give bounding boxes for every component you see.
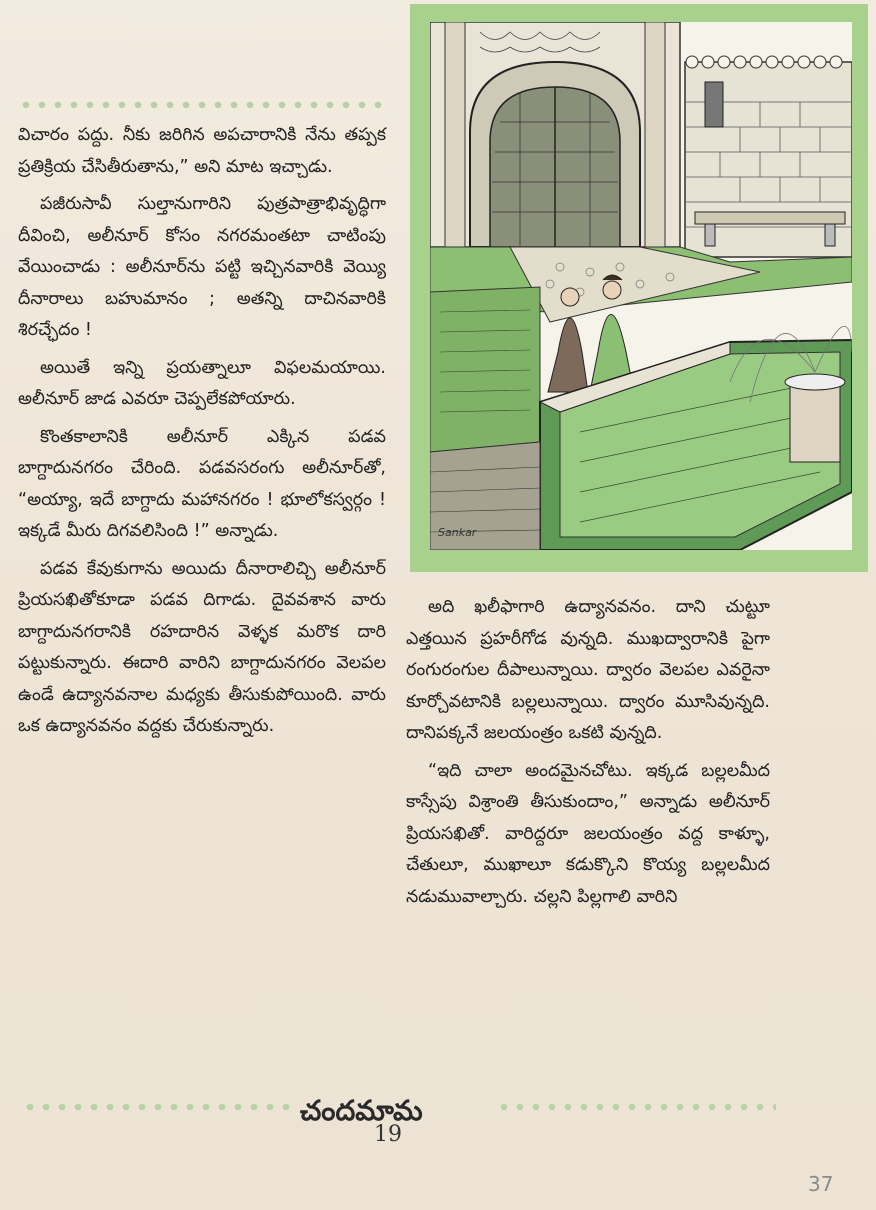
footer-ornament-left bbox=[22, 1100, 292, 1114]
garden-gate-picture bbox=[430, 22, 852, 550]
paragraph: పడవ కేవుకుగాను అయిదు దీనారాలిచ్చి అలీనూర్ ప్రియసఖితోకూడా పడవ దిగాడు. దైవవశాన వారు బాగ్దాదునగరానికి రహదారిన వెళ్ళక మరొక దారి పట్టుకున్నారు. ఈదారి వారిని బాగ్దాదునగరం వెలపల ఉండే ఉద్యానవనాల మధ్యకు తీసుకుపోయింది. వారు ఒక ఉద్యానవనం వద్దకు చేరుకున్నారు. bbox=[18, 558, 386, 736]
paragraph: విచారం పద్దు. నీకు జరిగిన అపచారానికి నేను తప్పక ప్రతిక్రియ చేసితీరుతాను,” అని మాట ఇచ్చాడు. bbox=[18, 125, 386, 177]
paragraph: అది ఖలీఫాగారి ఉద్యానవనం. దాని చుట్టూ ఎత్తయిన ప్రహరీగోడ వున్నది. ముఖద్వారానికి పైగా రంగురంగుల దీపాలున్నాయి. ద్వారం వెలపల ఎవరైనా కూర్చోవటానికి బల్లలున్నాయి. ద్వారం మూసివున్నది. దానిపక్కనే జలయంత్రం ఒకటి వున్నది. bbox=[406, 597, 770, 743]
paragraph: కొంతకాలానికి అలీనూర్ ఎక్కిన పడవ బాగ్దాదునగరం చేరింది. పడవసరంగు అలీనూర్‌తో, “అయ్యా, ఇదే బాగ్దాదు మహానగరం ! భూలోకస్వర్గం ! ఇక్కడే మీరు దిగవలిసింది !” అన్నాడు. bbox=[18, 426, 386, 541]
magazine-title: చందమామ bbox=[300, 1094, 423, 1127]
artist-signature: Sankar bbox=[438, 526, 477, 539]
paragraph: “ఇది చాలా అందమైనచోటు. ఇక్కడ బల్లలమీద కాస్సేపు విశ్రాంతి తీసుకుందాం,” అన్నాడు అలీనూర్ ప్రియసఖితో. వారిద్దరూ జలయంత్రం వద్ద కాళ్ళూ, చేతులూ, ముఖాలూ కడుక్కొని కొయ్య బల్లలమీద నడుమువాల్చారు. చల్లని పిల్లగాలి వారిని bbox=[406, 760, 770, 907]
illustration bbox=[410, 4, 868, 572]
paragraph: అయితే ఇన్ని ప్రయత్నాలూ విఫలమయాయి. అలీనూర్ జాడ ఎవరూ చెప్పలేకపోయారు. bbox=[18, 357, 386, 409]
corner-mark: 37 bbox=[808, 1172, 834, 1196]
right-column bbox=[406, 592, 770, 919]
illustration-drawing bbox=[430, 22, 852, 550]
footer-ornament-right bbox=[496, 1100, 776, 1114]
paragraph: పజీరుసావీ సుల్తానుగారిని పుత్రపాత్రాభివృద్ధిగా దీవించి, అలీనూర్ కోసం నగరమంతటా చాటింపు వేయించాడు : అలీనూర్‌ను పట్టి ఇచ్చినవారికి వెయ్యి దీనారాలు బహుమానం ; అతన్ని దాచినవారికి శిరచ్ఛేదం ! bbox=[18, 194, 386, 340]
page-number: 19 bbox=[374, 1122, 402, 1147]
left-column bbox=[18, 120, 386, 749]
top-ornament bbox=[18, 98, 388, 112]
